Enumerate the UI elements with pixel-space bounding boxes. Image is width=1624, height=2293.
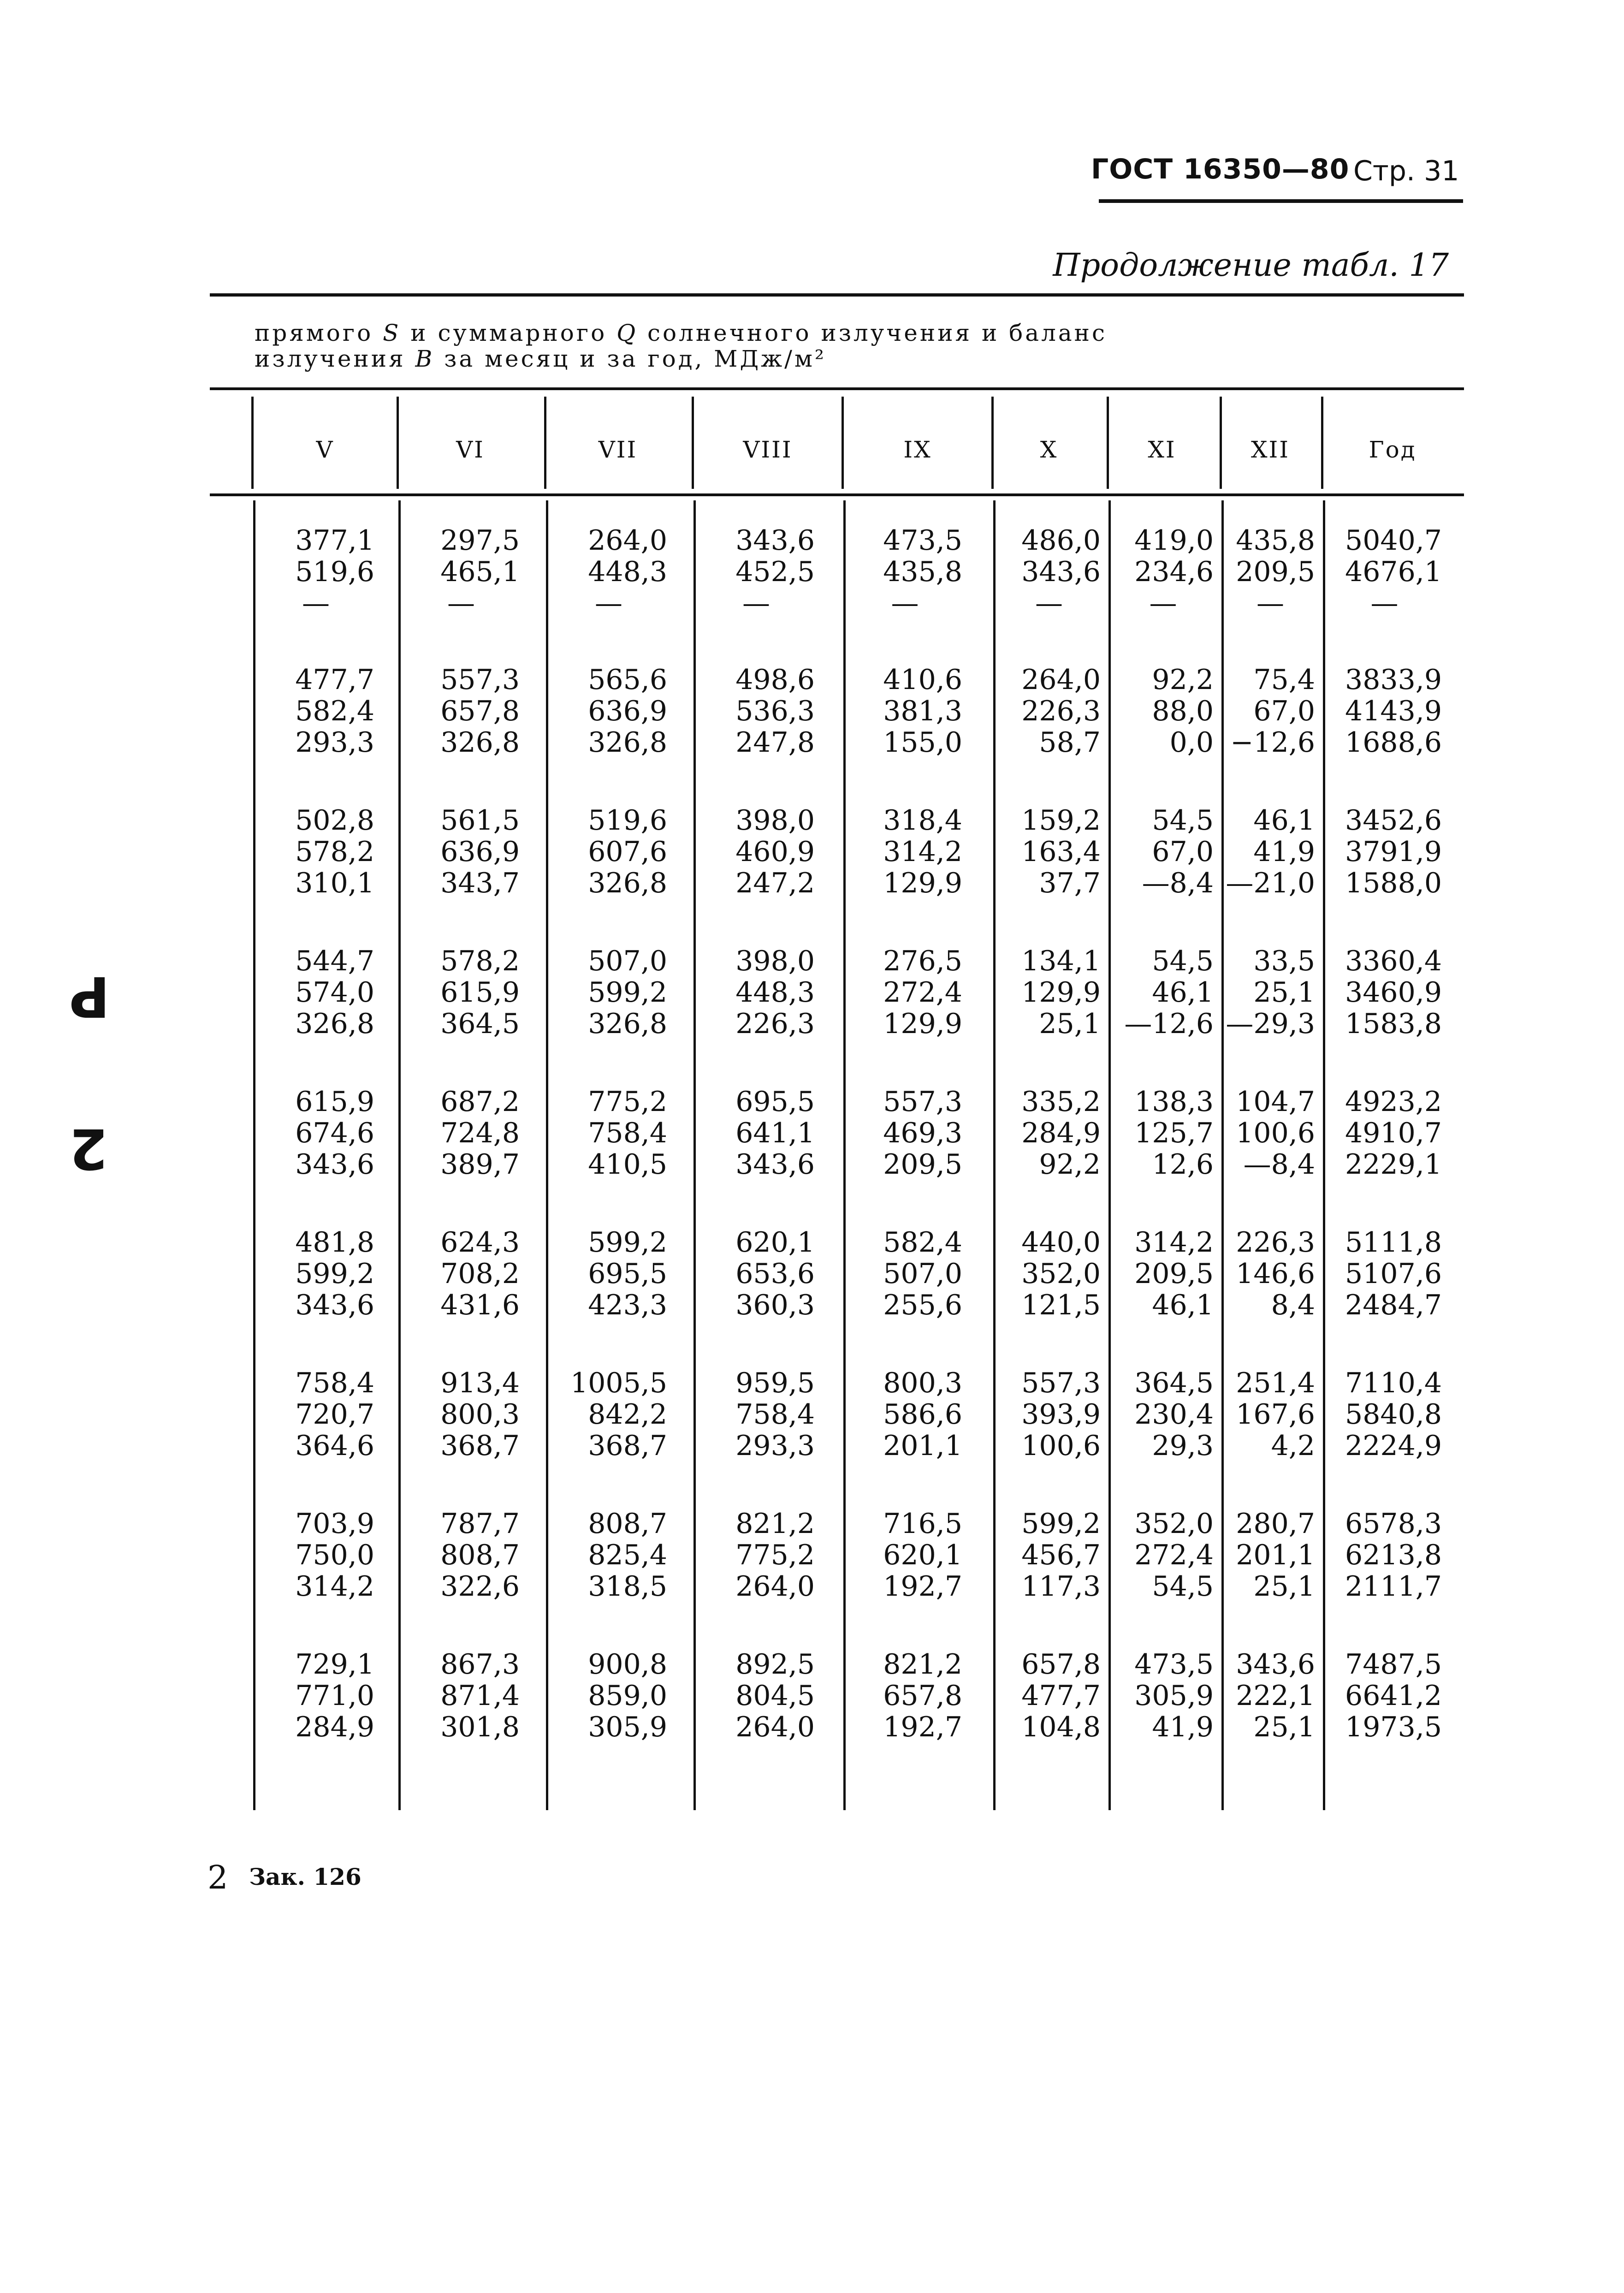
- table-cell: 92,2: [1152, 664, 1214, 696]
- table-cell: 7487,5: [1345, 1648, 1442, 1681]
- table-cell: 280,7: [1236, 1508, 1315, 1540]
- table-cell: 37,7: [1039, 867, 1101, 899]
- table-cell: 46,1: [1152, 976, 1214, 1009]
- table-cell: 129,9: [883, 1008, 962, 1040]
- table-cell: 599,2: [1021, 1508, 1101, 1540]
- table-cell: 58,7: [1039, 726, 1101, 759]
- table-cell: 498,6: [735, 664, 815, 696]
- table-cell: 867,3: [440, 1648, 520, 1681]
- table-cell: 6578,3: [1345, 1508, 1442, 1540]
- table-cell: 314,2: [1134, 1226, 1214, 1259]
- table-cell: 343,6: [295, 1148, 374, 1181]
- table-cell: —29,3: [1226, 1008, 1315, 1040]
- table-cell: 54,5: [1152, 804, 1214, 837]
- table-cell: 519,6: [295, 556, 374, 588]
- table-cell: 4143,9: [1345, 695, 1442, 727]
- table-cell: 2484,7: [1345, 1289, 1442, 1321]
- table-cell: 4676,1: [1345, 556, 1442, 588]
- table-cell: 33,5: [1253, 945, 1315, 977]
- column-header: X: [1040, 436, 1058, 463]
- table-cell: 565,6: [588, 664, 667, 696]
- column-header: V: [316, 436, 334, 463]
- table-cell: 3360,4: [1345, 945, 1442, 977]
- column-header: XI: [1148, 436, 1176, 463]
- table-cell: 46,1: [1253, 804, 1315, 837]
- table-cell: 335,2: [1021, 1086, 1101, 1118]
- table-cell: 25,1: [1039, 1008, 1101, 1040]
- table-cell: 1005,5: [570, 1367, 667, 1399]
- table-cell: 4,2: [1271, 1430, 1315, 1462]
- table-cell: 502,8: [295, 804, 374, 837]
- table-cell: 272,4: [1134, 1539, 1214, 1571]
- table-cell: 209,5: [883, 1148, 962, 1181]
- table-cell: 821,2: [883, 1648, 962, 1681]
- table-cell: 222,1: [1236, 1680, 1315, 1712]
- header-column-rule: [397, 397, 399, 489]
- table-cell: 473,5: [883, 524, 962, 557]
- table-cell: 322,6: [440, 1570, 520, 1603]
- table-cell: 226,3: [735, 1008, 815, 1040]
- table-cell: 293,3: [735, 1430, 815, 1462]
- table-cell: 2229,1: [1345, 1148, 1442, 1181]
- header-column-rule: [842, 397, 844, 489]
- table-cell: 104,8: [1021, 1711, 1101, 1743]
- table-cell: 393,9: [1021, 1398, 1101, 1431]
- footer-page-number: 2: [207, 1859, 228, 1896]
- table-cell: 264,0: [1021, 664, 1101, 696]
- table-cell: 192,7: [883, 1711, 962, 1743]
- table-cell: 343,6: [1236, 1648, 1315, 1681]
- table-cell: 46,1: [1152, 1289, 1214, 1321]
- margin-mark-letter: Р: [69, 964, 110, 1028]
- table-cell: 758,4: [588, 1117, 667, 1149]
- table-cell: 41,9: [1253, 836, 1315, 868]
- table-caption: [255, 320, 1131, 372]
- table-cell: 155,0: [883, 726, 962, 759]
- table-cell: 800,3: [440, 1398, 520, 1431]
- table-cell: 620,1: [883, 1539, 962, 1571]
- table-cell: 343,6: [1021, 556, 1101, 588]
- table-cell: 326,8: [588, 726, 667, 759]
- table-cell: 716,5: [883, 1508, 962, 1540]
- table-cell: 561,5: [440, 804, 520, 837]
- table-cell: 599,2: [295, 1258, 374, 1290]
- table-cell: 364,6: [295, 1430, 374, 1462]
- table-cell: 3452,6: [1345, 804, 1442, 837]
- table-cell: 234,6: [1134, 556, 1214, 588]
- table-cell: 724,8: [440, 1117, 520, 1149]
- table-cell: 729,1: [295, 1648, 374, 1681]
- column-header: IX: [903, 436, 932, 463]
- table-cell: 2111,7: [1345, 1570, 1442, 1603]
- header-column-rule: [544, 397, 546, 489]
- table-cell: 5840,8: [1345, 1398, 1442, 1431]
- table-cell: 25,1: [1253, 976, 1315, 1009]
- table-cell: 448,3: [588, 556, 667, 588]
- table-cell: 117,3: [1021, 1570, 1101, 1603]
- table-cell: 297,5: [440, 524, 520, 557]
- table-cell: 758,4: [295, 1367, 374, 1399]
- table-cell: 536,3: [735, 695, 815, 727]
- table-cell: 410,6: [883, 664, 962, 696]
- table-cell: —: [447, 587, 475, 619]
- table-cell: 264,0: [735, 1711, 815, 1743]
- table-cell: 657,8: [1021, 1648, 1101, 1681]
- header-bottom-rule: [210, 493, 1464, 496]
- table-cell: 435,8: [883, 556, 962, 588]
- footer-order-number: Зак. 126: [249, 1863, 362, 1890]
- table-cell: 423,3: [588, 1289, 667, 1321]
- table-cell: 674,6: [295, 1117, 374, 1149]
- table-cell: 825,4: [588, 1539, 667, 1571]
- table-cell: 67,0: [1253, 695, 1315, 727]
- table-cell: 389,7: [440, 1148, 520, 1181]
- table-cell: 230,4: [1134, 1398, 1214, 1431]
- table-continuation-label: Продолжение табл. 17: [1053, 247, 1449, 284]
- table-cell: 398,0: [735, 945, 815, 977]
- table-cell: 775,2: [588, 1086, 667, 1118]
- document-code: ГОСТ 16350—80: [1091, 153, 1350, 185]
- table-cell: 913,4: [440, 1367, 520, 1399]
- column-header: VI: [456, 436, 485, 463]
- table-cell: 636,9: [440, 836, 520, 868]
- table-cell: 301,8: [440, 1711, 520, 1743]
- table-cell: 29,3: [1152, 1430, 1214, 1462]
- caption-line-1: прямого S и суммарного Q солнечного излучения и баланс: [255, 320, 1107, 346]
- table-cell: 318,4: [883, 804, 962, 837]
- table-cell: —8,4: [1243, 1148, 1315, 1181]
- table-cell: 284,9: [295, 1711, 374, 1743]
- table-cell: 209,5: [1236, 556, 1315, 588]
- table-cell: 264,0: [588, 524, 667, 557]
- column-header: VIII: [743, 436, 793, 463]
- table-cell: —8,4: [1142, 867, 1214, 899]
- table-cell: 209,5: [1134, 1258, 1214, 1290]
- table-cell: 326,8: [588, 867, 667, 899]
- table-cell: 352,0: [1021, 1258, 1101, 1290]
- table-cell: 88,0: [1152, 695, 1214, 727]
- table-cell: 352,0: [1134, 1508, 1214, 1540]
- table-cell: 3833,9: [1345, 664, 1442, 696]
- table-cell: 703,9: [295, 1508, 374, 1540]
- table-cell: 959,5: [735, 1367, 815, 1399]
- table-cell: 519,6: [588, 804, 667, 837]
- table-cell: 8,4: [1271, 1289, 1315, 1321]
- table-cell: 636,9: [588, 695, 667, 727]
- table-cell: 398,0: [735, 804, 815, 837]
- column-header: VII: [598, 436, 638, 463]
- table-cell: 4923,2: [1345, 1086, 1442, 1118]
- header-rule: [1099, 199, 1463, 203]
- table-cell: 226,3: [1021, 695, 1101, 727]
- table-cell: 305,9: [588, 1711, 667, 1743]
- table-cell: 364,5: [440, 1008, 520, 1040]
- table-cell: 481,8: [295, 1226, 374, 1259]
- table-cell: 821,2: [735, 1508, 815, 1540]
- table-cell: 892,5: [735, 1648, 815, 1681]
- table-cell: 100,6: [1021, 1430, 1101, 1462]
- table-cell: 343,6: [295, 1289, 374, 1321]
- table-cell: 360,3: [735, 1289, 815, 1321]
- table-cell: 326,8: [440, 726, 520, 759]
- table-cell: 582,4: [883, 1226, 962, 1259]
- table-cell: 615,9: [295, 1086, 374, 1118]
- table-cell: 787,7: [440, 1508, 520, 1540]
- table-cell: 469,3: [883, 1117, 962, 1149]
- table-cell: 25,1: [1253, 1570, 1315, 1603]
- table-cell: 419,0: [1134, 524, 1214, 557]
- table-cell: 695,5: [735, 1086, 815, 1118]
- table-cell: —: [302, 587, 330, 619]
- table-cell: 758,4: [735, 1398, 815, 1431]
- table-cell: 343,7: [440, 867, 520, 899]
- table-cell: 586,6: [883, 1398, 962, 1431]
- table-cell: 326,8: [588, 1008, 667, 1040]
- table-cell: 1588,0: [1345, 867, 1442, 899]
- top-table-rule: [210, 293, 1464, 297]
- table-cell: 167,6: [1236, 1398, 1315, 1431]
- table-cell: 201,1: [883, 1430, 962, 1462]
- table-cell: 431,6: [440, 1289, 520, 1321]
- table-cell: 12,6: [1152, 1148, 1214, 1181]
- table-cell: 247,8: [735, 726, 815, 759]
- table-cell: —: [1370, 587, 1399, 619]
- header-top-rule: [210, 387, 1464, 390]
- table-cell: —: [595, 587, 622, 619]
- table-cell: 448,3: [735, 976, 815, 1009]
- table-cell: 460,9: [735, 836, 815, 868]
- table-cell: 687,2: [440, 1086, 520, 1118]
- table-cell: 5111,8: [1345, 1226, 1442, 1259]
- table-cell: 41,9: [1152, 1711, 1214, 1743]
- table-cell: 6641,2: [1345, 1680, 1442, 1712]
- table-cell: 620,1: [735, 1226, 815, 1259]
- table-cell: —: [742, 587, 770, 619]
- table-cell: 544,7: [295, 945, 374, 977]
- table-cell: 1583,8: [1345, 1008, 1442, 1040]
- table-cell: 163,4: [1021, 836, 1101, 868]
- table-cell: 557,3: [883, 1086, 962, 1118]
- table-cell: 54,5: [1152, 945, 1214, 977]
- table-cell: 653,6: [735, 1258, 815, 1290]
- table-cell: 574,0: [295, 976, 374, 1009]
- table-cell: 440,0: [1021, 1226, 1101, 1259]
- table-cell: 1688,6: [1345, 726, 1442, 759]
- table-cell: 5040,7: [1345, 524, 1442, 557]
- table-cell: 582,4: [295, 695, 374, 727]
- table-cell: —12,6: [1124, 1008, 1214, 1040]
- table-cell: 2224,9: [1345, 1430, 1442, 1462]
- table-cell: 465,1: [440, 556, 520, 588]
- table-cell: 272,4: [883, 976, 962, 1009]
- header-column-rule: [251, 397, 254, 489]
- table-cell: 368,7: [588, 1430, 667, 1462]
- table-cell: 318,5: [588, 1570, 667, 1603]
- table-cell: 226,3: [1236, 1226, 1315, 1259]
- table-cell: 54,5: [1152, 1570, 1214, 1603]
- table-cell: 129,9: [883, 867, 962, 899]
- table-cell: 477,7: [1021, 1680, 1101, 1712]
- table-cell: 247,2: [735, 867, 815, 899]
- table-cell: 750,0: [295, 1539, 374, 1571]
- table-cell: 657,8: [883, 1680, 962, 1712]
- column-header: Год: [1369, 436, 1417, 463]
- table-cell: 314,2: [883, 836, 962, 868]
- table-cell: —: [1035, 587, 1063, 619]
- table-cell: 452,5: [735, 556, 815, 588]
- table-cell: 641,1: [735, 1117, 815, 1149]
- table-cell: —21,0: [1226, 867, 1315, 899]
- table-cell: 201,1: [1236, 1539, 1315, 1571]
- table-cell: 305,9: [1134, 1680, 1214, 1712]
- margin-mark-digit: 2: [69, 1116, 108, 1180]
- table-cell: 264,0: [735, 1570, 815, 1603]
- table-cell: 800,3: [883, 1367, 962, 1399]
- table-cell: 284,9: [1021, 1117, 1101, 1149]
- table-cell: 557,3: [1021, 1367, 1101, 1399]
- table-cell: 599,2: [588, 976, 667, 1009]
- table-cell: —: [1149, 587, 1177, 619]
- page-number-label: Стр. 31: [1353, 155, 1459, 187]
- table-cell: 129,9: [1021, 976, 1101, 1009]
- table-cell: 486,0: [1021, 524, 1101, 557]
- table-cell: 255,6: [883, 1289, 962, 1321]
- table-cell: 657,8: [440, 695, 520, 727]
- table-cell: 75,4: [1253, 664, 1315, 696]
- table-cell: 100,6: [1236, 1117, 1315, 1149]
- table-cell: 578,2: [440, 945, 520, 977]
- table-cell: 310,1: [295, 867, 374, 899]
- table-cell: —: [1257, 587, 1284, 619]
- table-cell: 6213,8: [1345, 1539, 1442, 1571]
- table-cell: 104,7: [1236, 1086, 1315, 1118]
- table-cell: 859,0: [588, 1680, 667, 1712]
- table-cell: 364,5: [1134, 1367, 1214, 1399]
- table-cell: 138,3: [1134, 1086, 1214, 1118]
- table-cell: 842,2: [588, 1398, 667, 1431]
- table-cell: 507,0: [588, 945, 667, 977]
- table-cell: 808,7: [440, 1539, 520, 1571]
- table-cell: 708,2: [440, 1258, 520, 1290]
- table-cell: 134,1: [1021, 945, 1101, 977]
- table-cell: 276,5: [883, 945, 962, 977]
- table-cell: 615,9: [440, 976, 520, 1009]
- table-cell: 507,0: [883, 1258, 962, 1290]
- table-cell: 473,5: [1134, 1648, 1214, 1681]
- table-cell: —: [891, 587, 919, 619]
- table-cell: 25,1: [1253, 1711, 1315, 1743]
- table-cell: 4910,7: [1345, 1117, 1442, 1149]
- table-cell: 720,7: [295, 1398, 374, 1431]
- table-cell: 624,3: [440, 1226, 520, 1259]
- table-cell: 146,6: [1236, 1258, 1315, 1290]
- table-cell: 775,2: [735, 1539, 815, 1571]
- table-cell: 314,2: [295, 1570, 374, 1603]
- table-cell: 771,0: [295, 1680, 374, 1712]
- table-cell: 435,8: [1236, 524, 1315, 557]
- table-cell: 477,7: [295, 664, 374, 696]
- table-cell: 67,0: [1152, 836, 1214, 868]
- table-cell: 192,7: [883, 1570, 962, 1603]
- table-cell: 578,2: [295, 836, 374, 868]
- table-cell: 343,6: [735, 524, 815, 557]
- table-cell: 159,2: [1021, 804, 1101, 837]
- table-cell: 381,3: [883, 695, 962, 727]
- table-cell: 456,7: [1021, 1539, 1101, 1571]
- table-cell: 804,5: [735, 1680, 815, 1712]
- table-cell: 5107,6: [1345, 1258, 1442, 1290]
- table-cell: 1973,5: [1345, 1711, 1442, 1743]
- table-cell: 3460,9: [1345, 976, 1442, 1009]
- table-cell: 0,0: [1169, 726, 1214, 759]
- table-cell: 871,4: [440, 1680, 520, 1712]
- table-cell: 7110,4: [1345, 1367, 1442, 1399]
- table-cell: 557,3: [440, 664, 520, 696]
- table-cell: 326,8: [295, 1008, 374, 1040]
- caption-line-2: излучения В за месяц и за год, МДж/м²: [255, 345, 826, 372]
- table-cell: 343,6: [735, 1148, 815, 1181]
- table-cell: 607,6: [588, 836, 667, 868]
- table-cell: 293,3: [295, 726, 374, 759]
- table-cell: 121,5: [1021, 1289, 1101, 1321]
- table-cell: 410,5: [588, 1148, 667, 1181]
- table-cell: 92,2: [1039, 1148, 1101, 1181]
- header-column-rule: [692, 397, 694, 489]
- table-cell: 125,7: [1134, 1117, 1214, 1149]
- table-cell: 368,7: [440, 1430, 520, 1462]
- table-cell: 808,7: [588, 1508, 667, 1540]
- table-cell: 599,2: [588, 1226, 667, 1259]
- table-cell: 900,8: [588, 1648, 667, 1681]
- column-header: XII: [1251, 436, 1290, 463]
- table-cell: 3791,9: [1345, 836, 1442, 868]
- table-cell: −12,6: [1230, 726, 1315, 759]
- table-cell: 377,1: [295, 524, 374, 557]
- table-cell: 251,4: [1236, 1367, 1315, 1399]
- table-cell: 695,5: [588, 1258, 667, 1290]
